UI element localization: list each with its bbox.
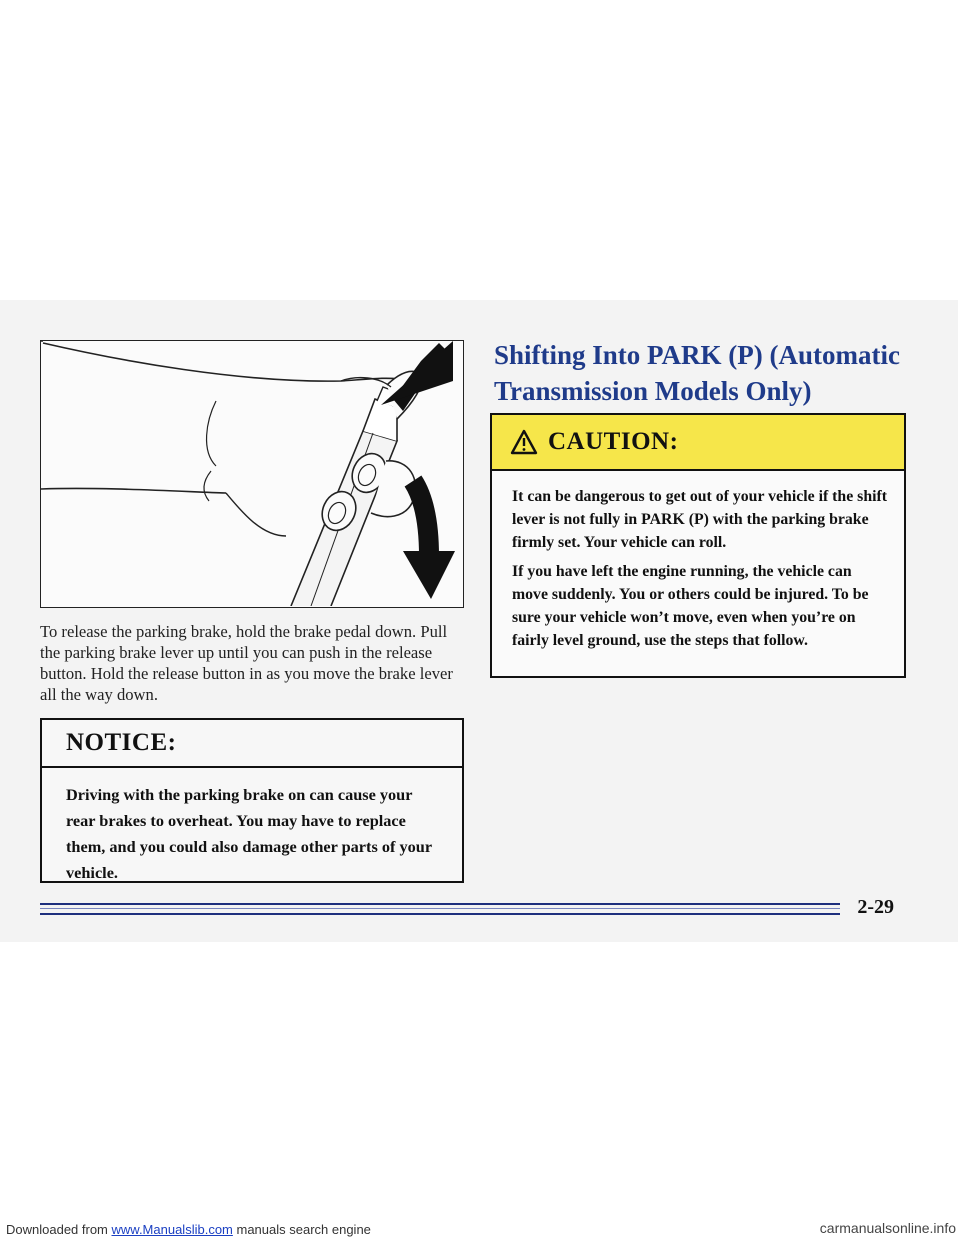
footer-source: Downloaded from www.Manualslib.com manuals search engine <box>6 1222 371 1237</box>
caution-header <box>492 415 904 471</box>
footer-rule <box>40 913 840 915</box>
watermark-text: carmanualsonline.info <box>819 1220 956 1236</box>
caution-paragraph: It can be dangerous to get out of your vehicle if the shift lever is not fully in PARK (P) with the parking brake firmly set. Your vehicle can roll. <box>512 488 888 551</box>
download-footer <box>0 1218 960 1242</box>
push-arrow-icon <box>381 341 453 411</box>
warning-triangle-icon <box>510 429 538 455</box>
page-number: 2-29 <box>857 896 894 918</box>
notice-box <box>40 718 464 883</box>
caution-text <box>492 471 904 652</box>
manualslib-link[interactable]: www.Manualslib.com <box>111 1222 233 1237</box>
notice-title: NOTICE: <box>42 720 462 768</box>
footer-rule <box>40 903 840 905</box>
caution-box <box>490 413 906 678</box>
caution-paragraph: If you have left the engine running, the vehicle can move suddenly. You or others could be injured. To be sure your vehicle won’t move, even when you’re on fairly level ground, use the steps that follow. <box>512 563 869 649</box>
release-instructions: To release the parking brake, hold the brake pedal down. Pull the parking brake lever up until you can push in the release button. Hold the release button in as you move the brake lever all the way down. <box>40 622 453 704</box>
notice-text: Driving with the parking brake on can cause your rear brakes to overheat. You may have to replace them, and you could also damage other parts of your vehicle. <box>66 785 432 882</box>
parking-brake-illustration <box>40 340 464 608</box>
hand-on-lever-drawing <box>41 341 462 606</box>
section-title: Shifting Into PARK (P) (Automatic Transmission Models Only) <box>494 340 900 406</box>
caution-title: CAUTION: <box>548 428 679 455</box>
down-arrow-icon <box>403 481 455 599</box>
footer-rule <box>40 908 840 909</box>
